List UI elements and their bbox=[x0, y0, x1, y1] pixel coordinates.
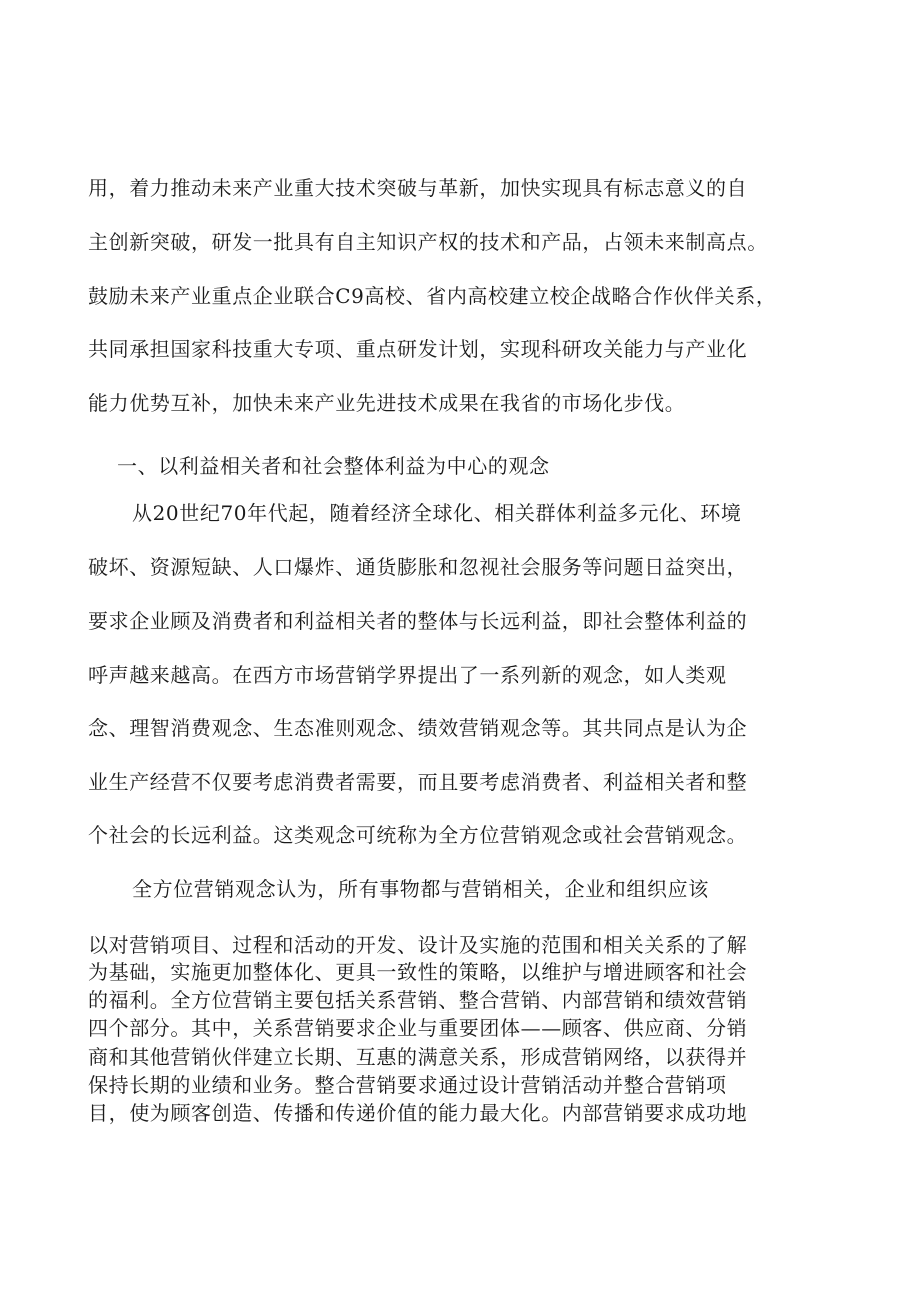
para2-line-1: 以对营销项目、过程和活动的开发、设计及实施的范围和相关关系的了解 bbox=[88, 933, 748, 957]
intro-line-4: 共同承担国家科技重大专项、重点研发计划，实现科研攻关能力与产业化 bbox=[88, 337, 748, 361]
para1-line-2: 破坏、资源短缺、人口爆炸、通货膨胀和忽视社会服务等问题日益突出， bbox=[88, 555, 748, 579]
para2-line-4: 四个部分。其中，关系营销要求企业与重要团体——顾客、供应商、分销 bbox=[88, 1016, 748, 1040]
para1-line-3: 要求企业顾及消费者和利益相关者的整体与长远利益，即社会整体利益的 bbox=[88, 609, 748, 633]
para2-first-line: 全方位营销观念认为，所有事物都与营销相关，企业和组织应该 bbox=[132, 877, 709, 901]
intro-line-1: 用，着力推动未来产业重大技术突破与革新，加快实现具有标志意义的自 bbox=[88, 176, 748, 200]
para1-line-1: 从20世纪70年代起，随着经济全球化、相关群体利益多元化、环境 bbox=[132, 501, 742, 525]
intro-line-5: 能力优势互补，加快未来产业先进技术成果在我省的市场化步伐。 bbox=[88, 391, 686, 415]
para1-line-5: 念、理智消费观念、生态准则观念、绩效营销观念等。其共同点是认为企 bbox=[88, 716, 748, 740]
para2-line-5: 商和其他营销伙伴建立长期、互惠的满意关系，形成营销网络，以获得并 bbox=[88, 1045, 748, 1069]
para2-line-3: 的福利。全方位营销主要包括关系营销、整合营销、内部营销和绩效营销 bbox=[88, 988, 748, 1012]
para1-line-7: 个社会的长远利益。这类观念可统称为全方位营销观念或社会营销观念。 bbox=[88, 823, 748, 847]
para2-line-6: 保持长期的业绩和业务。整合营销要求通过设计营销活动并整合营销项 bbox=[88, 1073, 727, 1097]
para2-line-2: 为基础，实施更加整体化、更具一致性的策略，以维护与增进顾客和社会 bbox=[88, 960, 748, 984]
para1-line-6: 业生产经营不仅要考虑消费者需要，而且要考虑消费者、利益相关者和整 bbox=[88, 770, 748, 794]
para2-line-7: 目，使为顾客创造、传播和传递价值的能力最大化。内部营销要求成功地 bbox=[88, 1101, 748, 1125]
para1-line-4: 呼声越来越高。在西方市场营销学界提出了一系列新的观念，如人类观 bbox=[88, 663, 727, 687]
intro-line-3: 鼓励未来产业重点企业联合C9高校、省内高校建立校企战略合作伙伴关系， bbox=[88, 284, 777, 308]
intro-line-2: 主创新突破，研发一批具有自主知识产权的技术和产品，占领未来制高点。 bbox=[88, 230, 768, 254]
section-heading: 一、以利益相关者和社会整体利益为中心的观念 bbox=[117, 454, 550, 478]
